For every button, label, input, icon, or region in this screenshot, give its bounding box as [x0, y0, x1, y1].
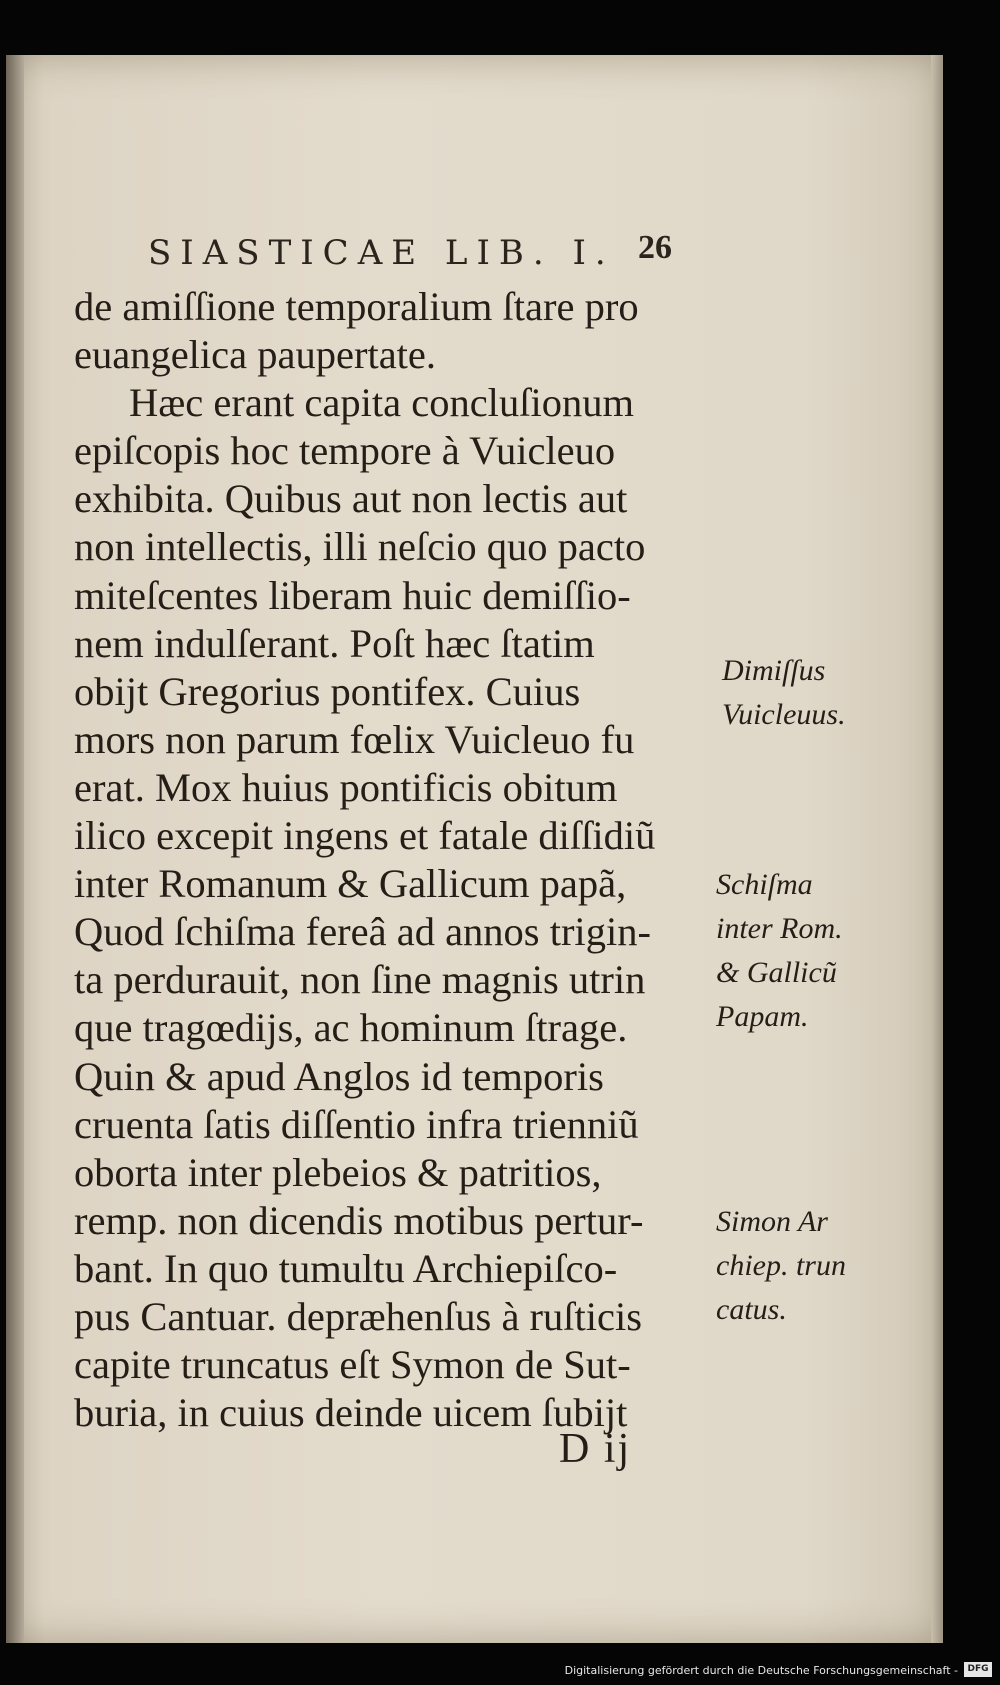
marginal-line: Dimiſſus: [722, 654, 826, 687]
body-text: [74, 283, 724, 1437]
marginal-line: Papam.: [716, 1000, 809, 1033]
marginal-note-simon: [716, 1200, 846, 1332]
body-line: Quin & apud Anglos id temporis: [74, 1053, 604, 1099]
body-line: remp. non dicendis motibus pertur-: [74, 1197, 644, 1243]
body-line: ilico excepit ingens et fatale diſſidiũ: [74, 813, 656, 859]
body-line: epiſcopis hoc tempore à Vuicleuo: [74, 428, 616, 474]
body-line: cruenta ſatis diſſentio infra trienniũ: [74, 1101, 639, 1147]
body-line: que tragœdijs, ac hominum ſtrage.: [74, 1005, 628, 1051]
body-line: mors non parum fœlix Vuicleuo fu: [74, 716, 635, 762]
body-line: obijt Gregorius pontifex. Cuius: [74, 668, 581, 714]
body-line: non intellectis, illi neſcio quo pacto: [74, 524, 646, 570]
book-page: [6, 55, 943, 1643]
page-number: 26: [638, 229, 672, 266]
marginal-line: inter Rom.: [716, 912, 843, 945]
marginal-line: Simon Ar: [716, 1205, 828, 1238]
marginal-line: Vuicleuus.: [722, 698, 846, 731]
body-line: erat. Mox huius pontificis obitum: [74, 764, 618, 810]
running-head: SIASTICAE LIB. I.: [148, 233, 615, 273]
body-line: Quod ſchiſma fereâ ad annos trigin-: [74, 909, 651, 955]
marginal-note-dimissus: [722, 649, 846, 737]
body-line: pus Cantuar. depræhenſus à ruſticis: [74, 1293, 643, 1339]
body-line: oborta inter plebeios & patritios,: [74, 1149, 602, 1195]
body-line: de amiſſione temporalium ſtare pro: [74, 284, 639, 329]
dfg-logo: DFG: [964, 1662, 992, 1677]
body-line: Hæc erant capita concluſionum: [129, 380, 634, 426]
body-line: exhibita. Quibus aut non lectis aut: [74, 476, 628, 522]
marginal-line: catus.: [716, 1293, 787, 1326]
marginal-note-schisma: [716, 863, 843, 1039]
body-line: buria, in cuius deinde uicem ſubijt: [74, 1390, 628, 1436]
marginal-line: Schiſma: [716, 868, 813, 901]
body-line: inter Romanum & Gallicum papã,: [74, 861, 627, 907]
body-line: nem indulſerant. Poſt hæc ſtatim: [74, 620, 595, 666]
body-line: ta perdurauit, non ſine magnis utrin: [74, 957, 646, 1003]
body-line: miteſcentes liberam huic demiſſio-: [74, 572, 631, 618]
body-line: euangelica paupertate.: [74, 332, 437, 378]
body-line: bant. In quo tumultu Archiepiſco-: [74, 1245, 618, 1291]
marginal-line: chiep. trun: [716, 1249, 846, 1282]
marginal-line: & Gallicũ: [716, 956, 837, 989]
body-line: capite truncatus eſt Symon de Sut-: [74, 1342, 631, 1388]
catchword-signature: D ij: [559, 1426, 632, 1472]
digitization-credit: Digitalisierung gefördert durch die Deutsche Forschungsgemeinschaft -: [564, 1664, 958, 1677]
